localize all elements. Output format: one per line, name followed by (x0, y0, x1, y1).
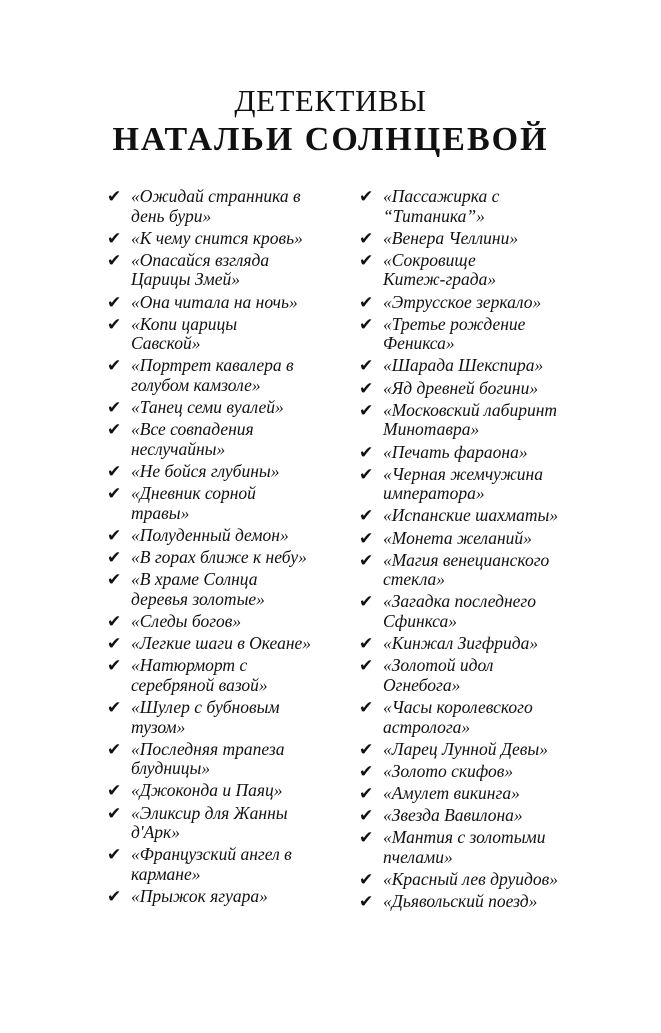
list-item (107, 740, 367, 779)
checkmark-icon: ✔ (107, 845, 122, 866)
book-title: «В храме Солнца деревья золотые» (131, 569, 265, 609)
book-title: «Часы королевского астролога» (383, 697, 533, 737)
list-item (107, 484, 367, 523)
checkmark-icon: ✔ (107, 420, 122, 441)
book-title: «Магия венецианского стекла» (383, 549, 550, 590)
book-title: «Черная жемчужина императора» (383, 463, 543, 504)
book-title: «Натюрморт с серебряной вазой» (131, 655, 268, 695)
list-item (359, 251, 599, 290)
list-item (359, 740, 599, 760)
list-item (107, 548, 367, 568)
list-item (107, 612, 367, 632)
list-item (359, 356, 599, 376)
list-item (107, 634, 367, 654)
checkmark-icon: ✔ (107, 548, 122, 569)
checkmark-icon: ✔ (359, 187, 374, 207)
list-item (359, 529, 599, 549)
checkmark-icon: ✔ (359, 378, 374, 399)
book-title: «Дневник сорной травы» (131, 483, 256, 523)
book-title: «Опасайся взгляда Царицы Змей» (131, 249, 270, 290)
list-item (107, 526, 367, 546)
checkmark-icon: ✔ (359, 892, 374, 913)
checkmark-icon: ✔ (107, 781, 122, 802)
checkmark-icon: ✔ (359, 550, 374, 571)
checkmark-icon: ✔ (359, 698, 374, 718)
checkmark-icon: ✔ (359, 828, 374, 849)
list-item (107, 804, 367, 843)
book-list-right (359, 187, 599, 915)
list-item (107, 781, 367, 801)
list-item (359, 443, 599, 463)
list-item (107, 845, 367, 884)
checkmark-icon: ✔ (359, 806, 374, 827)
checkmark-icon: ✔ (107, 228, 122, 249)
book-title: «Звезда Вавилона» (383, 805, 523, 826)
list-item (359, 784, 599, 804)
book-title: «Не бойся глубины» (131, 461, 280, 481)
book-title: «Следы богов» (131, 610, 242, 631)
list-item (107, 398, 367, 418)
checkmark-icon: ✔ (359, 400, 374, 421)
list-item (359, 806, 599, 826)
list-item (359, 187, 599, 226)
checkmark-icon: ✔ (107, 570, 122, 591)
list-item (359, 465, 599, 504)
book-list-left (107, 187, 367, 909)
book-title: «Ожидай странника в день бури» (131, 186, 301, 226)
checkmark-icon: ✔ (107, 356, 122, 377)
checkmark-icon: ✔ (107, 634, 122, 655)
list-item (359, 656, 599, 695)
book-title: «Шулер с бубновым тузом» (131, 697, 280, 737)
list-item (359, 870, 599, 890)
list-item (359, 506, 599, 526)
book-title: «Портрет кавалера в голубом камзоле» (131, 355, 294, 395)
list-item (359, 762, 599, 782)
book-title: «Все совпадения неслучайны» (131, 419, 254, 459)
list-item (359, 229, 599, 249)
checkmark-icon: ✔ (107, 292, 122, 313)
list-item (107, 887, 367, 907)
page-title-line1: ДЕТЕКТИВЫ (234, 83, 427, 118)
checkmark-icon: ✔ (359, 250, 374, 271)
book-title: «Джоконда и Паяц» (131, 780, 283, 801)
book-title: «Пассажирка с “Титаника”» (383, 186, 500, 226)
list-item (359, 592, 599, 631)
list-item (359, 634, 599, 654)
checkmark-icon: ✔ (359, 442, 374, 463)
book-title: «Монета желаний» (383, 527, 532, 548)
checkmark-icon: ✔ (359, 506, 374, 527)
page-title-author: НАТАЛЬИ СОЛНЦЕВОЙ (112, 121, 549, 158)
book-title: «Она читала на ночь» (131, 291, 298, 312)
checkmark-icon: ✔ (359, 592, 374, 613)
list-item (107, 570, 367, 609)
checkmark-icon: ✔ (107, 739, 122, 760)
book-title: «Прыжок ягуара» (131, 885, 268, 906)
list-item (359, 315, 599, 354)
checkmark-icon: ✔ (359, 870, 374, 891)
book-title: «Этрусское зеркало» (383, 291, 542, 312)
checkmark-icon: ✔ (359, 784, 374, 805)
book-title: «Ларец Лунной Девы» (383, 738, 548, 759)
list-item (107, 293, 367, 313)
book-title: «Полуденный демон» (131, 524, 289, 545)
list-item (359, 293, 599, 313)
book-title: «Амулет викинга» (383, 783, 520, 804)
checkmark-icon: ✔ (107, 525, 122, 546)
book-title: «Мантия с золотыми пчелами» (383, 827, 546, 867)
book-title: «Легкие шаги в Океане» (131, 633, 312, 654)
book-title: «Сокровище Китеж-града» (383, 249, 497, 290)
list-item (107, 356, 367, 395)
book-title: «Золото скифов» (383, 760, 514, 781)
book-title: «Французский ангел в кармане» (131, 844, 292, 884)
book-title: «Красный лев друидов» (383, 869, 558, 890)
list-item (359, 892, 599, 912)
list-item (359, 379, 599, 399)
book-title: «Кинжал Зигфрида» (383, 633, 539, 654)
checkmark-icon: ✔ (107, 803, 122, 824)
book-title: «Загадка последнего Сфинкса» (383, 591, 537, 631)
book-title: «Эликсир для Жанны д'Арк» (131, 802, 288, 843)
book-title: «К чему снится кровь» (131, 227, 303, 248)
list-item (107, 187, 367, 226)
book-title: «Шарада Шекспира» (383, 355, 544, 376)
book-title: «Третье рождение Феникса» (383, 313, 526, 354)
checkmark-icon: ✔ (107, 187, 122, 207)
list-item (107, 229, 367, 249)
checkmark-icon: ✔ (359, 739, 374, 760)
checkmark-icon: ✔ (359, 356, 374, 377)
list-item (107, 420, 367, 459)
list-item (107, 251, 367, 290)
checkmark-icon: ✔ (359, 228, 374, 249)
list-item (359, 828, 599, 867)
book-title: «Венера Челлини» (383, 227, 519, 248)
book-title: «Дьявольский поезд» (383, 891, 538, 912)
book-title: «Печать фараона» (383, 441, 528, 462)
checkmark-icon: ✔ (107, 656, 122, 677)
list-item (359, 551, 599, 590)
book-title: «Копи царицы Савской» (131, 313, 238, 354)
book-title: «Танец семи вуалей» (131, 397, 284, 418)
checkmark-icon: ✔ (359, 656, 374, 677)
list-item (107, 698, 367, 737)
checkmark-icon: ✔ (107, 250, 122, 271)
checkmark-icon: ✔ (359, 292, 374, 313)
list-item (359, 401, 599, 440)
checkmark-icon: ✔ (107, 314, 122, 335)
book-title: «Московский лабиринт Минотавра» (383, 399, 558, 440)
checkmark-icon: ✔ (107, 698, 122, 718)
book-title: «Золотой идол Огнебога» (383, 655, 494, 695)
book-title: «Последняя трапеза блудницы» (131, 738, 285, 779)
checkmark-icon: ✔ (107, 462, 122, 482)
book-title: «Яд древней богини» (383, 377, 539, 398)
checkmark-icon: ✔ (107, 484, 122, 505)
list-item (107, 656, 367, 695)
list-item (107, 462, 367, 482)
book-title: «Испанские шахматы» (383, 505, 559, 526)
checkmark-icon: ✔ (359, 528, 374, 549)
checkmark-icon: ✔ (107, 611, 122, 632)
checkmark-icon: ✔ (359, 464, 374, 485)
checkmark-icon: ✔ (359, 761, 374, 782)
list-item (107, 315, 367, 354)
list-item (359, 698, 599, 737)
checkmark-icon: ✔ (107, 886, 122, 907)
checkmark-icon: ✔ (359, 634, 374, 655)
checkmark-icon: ✔ (359, 314, 374, 335)
book-title: «В горах ближе к небу» (131, 547, 307, 568)
checkmark-icon: ✔ (107, 398, 122, 419)
